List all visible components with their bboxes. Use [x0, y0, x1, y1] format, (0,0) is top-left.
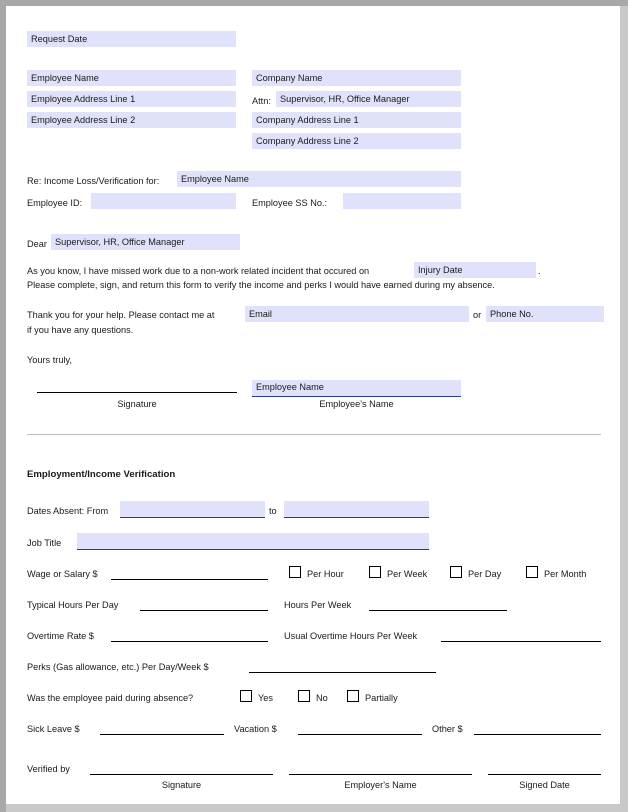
perks-input-line[interactable] — [249, 672, 436, 673]
company-name-field[interactable]: Company Name — [252, 70, 461, 86]
request-date-field[interactable]: Request Date — [27, 31, 236, 47]
employee-ss-label: Employee SS No.: — [252, 198, 328, 208]
other-label: Other $ — [432, 724, 463, 734]
verified-by-signature-line[interactable] — [90, 774, 273, 775]
checkbox-paid-no[interactable] — [298, 690, 310, 702]
dear-recipient-field[interactable]: Supervisor, HR, Office Manager — [51, 234, 240, 250]
checkbox-per-week-label: Per Week — [387, 569, 428, 579]
hours-per-week-label: Hours Per Week — [284, 600, 352, 610]
or-label: or — [473, 310, 482, 320]
usual-overtime-hours-label: Usual Overtime Hours Per Week — [284, 631, 418, 641]
perks-label: Perks (Gas allowance, etc.) Per Day/Week $ — [27, 662, 209, 672]
employer-name-line[interactable] — [289, 774, 472, 775]
hours-per-week-input-line[interactable] — [369, 610, 507, 611]
employee-signature-caption: Signature — [117, 399, 157, 409]
body-line-4-text: if you have any questions. — [27, 325, 134, 335]
dates-absent-label: Dates Absent: From — [27, 506, 109, 516]
body-line-1-period: . — [538, 266, 541, 276]
checkbox-per-day-label: Per Day — [468, 569, 502, 579]
body-line-2-text: Please complete, sign, and return this form to verify the income and perks I would have earned during my absence. — [27, 280, 495, 290]
dates-absent-to-field[interactable] — [284, 501, 429, 518]
employee-id-label: Employee ID: — [27, 198, 83, 208]
verified-by-label: Verified by — [27, 764, 70, 774]
email-field[interactable]: Email — [245, 306, 469, 322]
page-shadow-right — [620, 6, 628, 812]
employee-address-line-2-field[interactable]: Employee Address Line 2 — [27, 112, 236, 128]
typical-hours-per-day-label: Typical Hours Per Day — [27, 600, 119, 610]
employee-ss-field[interactable] — [343, 193, 461, 209]
employer-name-caption: Employer's Name — [344, 780, 417, 790]
dear-label: Dear — [27, 239, 47, 249]
checkbox-per-month[interactable] — [526, 566, 538, 578]
signed-date-caption: Signed Date — [519, 780, 570, 790]
re-employee-name-field[interactable]: Employee Name — [177, 171, 461, 187]
vacation-label: Vacation $ — [234, 724, 277, 734]
checkbox-per-hour-label: Per Hour — [307, 569, 344, 579]
sick-leave-input-line[interactable] — [100, 734, 224, 735]
vacation-input-line[interactable] — [298, 734, 422, 735]
wage-or-salary-input-line[interactable] — [111, 579, 268, 580]
job-title-field[interactable] — [77, 533, 429, 550]
dates-absent-to-label: to — [269, 506, 277, 516]
employee-signature-line[interactable] — [37, 392, 237, 393]
verification-heading: Employment/Income Verification — [27, 469, 176, 480]
injury-date-field[interactable]: Injury Date — [414, 262, 536, 278]
paid-during-absence-label: Was the employee paid during absence? — [27, 693, 194, 703]
other-input-line[interactable] — [474, 734, 601, 735]
form-page — [6, 6, 620, 804]
checkbox-per-week[interactable] — [369, 566, 381, 578]
checkbox-paid-yes[interactable] — [240, 690, 252, 702]
sick-leave-label: Sick Leave $ — [27, 724, 80, 734]
checkbox-per-month-label: Per Month — [544, 569, 587, 579]
page-shadow-bottom — [6, 804, 628, 812]
overtime-rate-input-line[interactable] — [111, 641, 268, 642]
employee-address-line-1-field[interactable]: Employee Address Line 1 — [27, 91, 236, 107]
section-divider — [27, 434, 601, 435]
checkbox-paid-yes-label: Yes — [258, 693, 273, 703]
company-address-line-2-field[interactable]: Company Address Line 2 — [252, 133, 461, 149]
employee-id-field[interactable] — [91, 193, 236, 209]
job-title-label: Job Title — [27, 538, 62, 548]
employee-name-caption: Employee's Name — [319, 399, 394, 409]
employee-name-signature-field[interactable]: Employee Name — [252, 380, 461, 397]
checkbox-paid-partially[interactable] — [347, 690, 359, 702]
checkbox-paid-no-label: No — [316, 693, 328, 703]
re-label: Re: Income Loss/Verification for: — [27, 176, 160, 186]
overtime-rate-label: Overtime Rate $ — [27, 631, 94, 641]
dates-absent-from-field[interactable] — [120, 501, 265, 518]
body-line-3-text: Thank you for your help. Please contact me at — [27, 310, 215, 320]
body-line-1-text: As you know, I have missed work due to a non-work related incident that occured on — [27, 266, 370, 276]
typical-hours-per-day-input-line[interactable] — [140, 610, 268, 611]
closing-text: Yours truly, — [27, 355, 72, 365]
attn-label: Attn: — [252, 96, 271, 106]
verified-by-signature-caption: Signature — [161, 780, 202, 790]
phone-field[interactable]: Phone No. — [486, 306, 604, 322]
wage-or-salary-label: Wage or Salary $ — [27, 569, 98, 579]
employee-name-field[interactable]: Employee Name — [27, 70, 236, 86]
checkbox-per-hour[interactable] — [289, 566, 301, 578]
attn-field[interactable]: Supervisor, HR, Office Manager — [276, 91, 461, 107]
usual-overtime-hours-input-line[interactable] — [441, 641, 601, 642]
signed-date-line[interactable] — [488, 774, 601, 775]
company-address-line-1-field[interactable]: Company Address Line 1 — [252, 112, 461, 128]
checkbox-paid-partially-label: Partially — [365, 693, 398, 703]
checkbox-per-day[interactable] — [450, 566, 462, 578]
